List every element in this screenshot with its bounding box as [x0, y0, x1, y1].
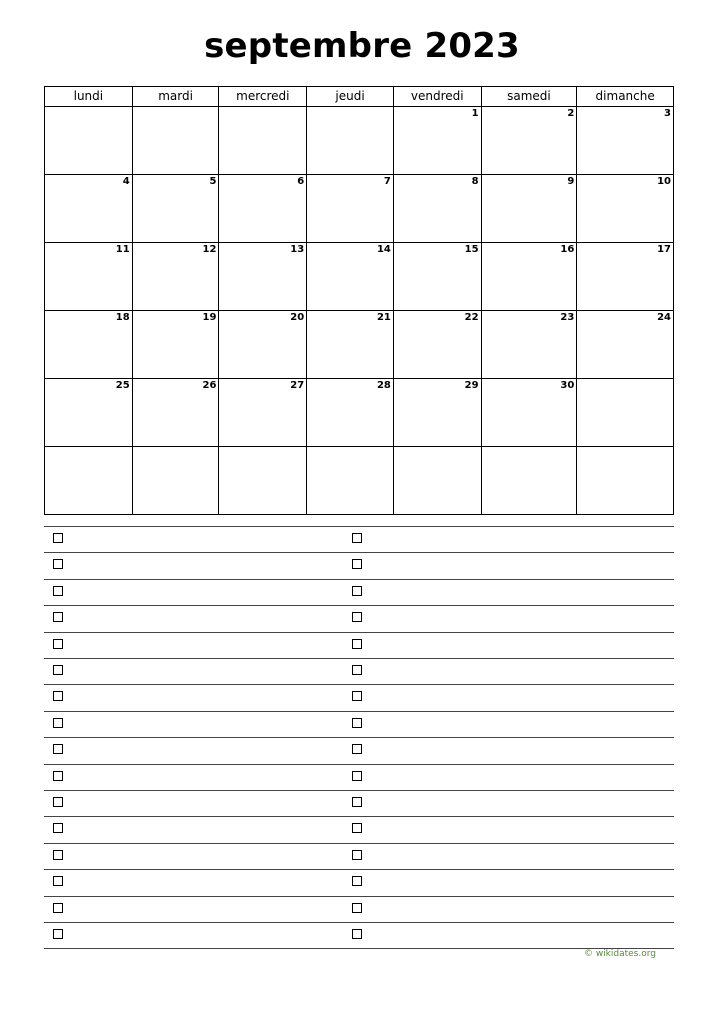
day-number: 10 [657, 176, 671, 187]
task-checkbox[interactable] [53, 533, 63, 543]
week-row [44, 175, 674, 243]
day-number: 5 [209, 176, 217, 187]
day-cell[interactable] [133, 379, 220, 446]
day-number: 7 [383, 176, 391, 187]
day-number: 30 [560, 380, 575, 391]
day-number: 9 [567, 176, 575, 187]
day-cell[interactable] [307, 107, 394, 174]
task-checkbox[interactable] [352, 744, 362, 754]
day-cell[interactable] [394, 379, 482, 446]
task-checkbox[interactable] [352, 691, 362, 701]
task-row [44, 737, 674, 763]
day-cell[interactable] [219, 447, 307, 514]
task-checkbox[interactable] [53, 612, 63, 622]
task-checkbox[interactable] [53, 797, 63, 807]
day-cell[interactable] [307, 243, 394, 310]
task-row [44, 869, 674, 895]
task-row [44, 526, 674, 552]
day-cell[interactable] [577, 311, 673, 378]
weekday-label: mardi [133, 87, 220, 106]
task-checkbox[interactable] [53, 876, 63, 886]
task-checkbox[interactable] [53, 744, 63, 754]
day-cell[interactable] [394, 311, 482, 378]
day-cell[interactable] [45, 447, 133, 514]
task-checkbox[interactable] [53, 665, 63, 675]
day-cell[interactable] [394, 243, 482, 310]
task-row [44, 684, 674, 710]
day-cell[interactable] [133, 243, 220, 310]
day-number: 20 [290, 312, 305, 323]
day-cell[interactable] [394, 447, 482, 514]
task-checkbox[interactable] [352, 533, 362, 543]
task-checkbox[interactable] [352, 876, 362, 886]
week-row [44, 311, 674, 379]
day-number: 15 [464, 244, 479, 255]
task-checkbox[interactable] [352, 823, 362, 833]
task-row [44, 816, 674, 842]
task-checkbox[interactable] [53, 823, 63, 833]
day-cell[interactable] [219, 107, 307, 174]
task-checkbox[interactable] [53, 586, 63, 596]
day-cell[interactable] [577, 175, 673, 242]
task-row [44, 605, 674, 631]
task-checkbox[interactable] [352, 903, 362, 913]
task-checkbox[interactable] [352, 586, 362, 596]
day-number: 27 [290, 380, 305, 391]
task-checkbox[interactable] [352, 929, 362, 939]
task-row [44, 632, 674, 658]
day-number: 13 [290, 244, 305, 255]
day-number: 11 [115, 244, 130, 255]
day-cell[interactable] [219, 311, 307, 378]
day-number: 19 [202, 312, 217, 323]
day-cell[interactable] [307, 311, 394, 378]
task-checkbox[interactable] [53, 850, 63, 860]
week-row [44, 379, 674, 447]
day-number: 1 [471, 108, 479, 119]
weekday-label: jeudi [307, 87, 394, 106]
day-cell[interactable] [45, 107, 133, 174]
task-checkbox[interactable] [53, 559, 63, 569]
day-cell[interactable] [482, 447, 578, 514]
task-row [44, 922, 674, 948]
day-cell[interactable] [45, 311, 133, 378]
weekday-label: dimanche [595, 89, 655, 103]
day-cell[interactable] [133, 311, 220, 378]
task-checkbox[interactable] [352, 665, 362, 675]
weekday-label: lundi [45, 87, 133, 106]
day-number: 24 [657, 312, 671, 323]
day-number: 17 [657, 244, 671, 255]
weekday-label: mercredi [219, 87, 307, 106]
footer-credit: © wikidates.org [583, 949, 656, 959]
task-checkbox[interactable] [53, 691, 63, 701]
day-cell[interactable] [307, 447, 394, 514]
task-row [44, 579, 674, 605]
task-checkbox[interactable] [53, 903, 63, 913]
day-number: 3 [664, 108, 671, 119]
task-checkbox[interactable] [53, 929, 63, 939]
day-number: 21 [376, 312, 391, 323]
week-row [44, 447, 674, 515]
day-cell[interactable] [577, 447, 673, 514]
week-row [44, 107, 674, 175]
day-number: 23 [560, 312, 575, 323]
task-row [44, 790, 674, 816]
day-cell[interactable] [482, 243, 578, 310]
week-row [44, 243, 674, 311]
day-cell[interactable] [482, 379, 578, 446]
day-cell[interactable] [577, 243, 673, 310]
day-cell[interactable] [219, 243, 307, 310]
task-row [44, 764, 674, 790]
task-checkbox[interactable] [352, 639, 362, 649]
task-checkbox[interactable] [53, 639, 63, 649]
task-checkbox[interactable] [53, 771, 63, 781]
day-number: 22 [464, 312, 479, 323]
task-row [44, 896, 674, 922]
day-number: 18 [115, 312, 130, 323]
day-cell[interactable] [482, 311, 578, 378]
day-cell[interactable] [482, 107, 578, 174]
task-checkbox[interactable] [352, 559, 362, 569]
day-cell[interactable] [133, 175, 220, 242]
task-checkbox[interactable] [352, 797, 362, 807]
task-row [44, 658, 674, 684]
weekday-header-row [44, 86, 674, 107]
day-number: 26 [202, 380, 217, 391]
weekday-label: samedi [482, 87, 578, 106]
task-row [44, 711, 674, 737]
day-number: 25 [115, 380, 130, 391]
task-checkbox[interactable] [352, 771, 362, 781]
day-number: 14 [376, 244, 391, 255]
weekday-label: vendredi [394, 87, 482, 106]
task-row [44, 843, 674, 869]
day-cell[interactable] [45, 243, 133, 310]
task-divider [44, 948, 674, 949]
day-number: 16 [560, 244, 575, 255]
task-row [44, 552, 674, 578]
day-number: 6 [297, 176, 305, 187]
day-cell[interactable] [307, 175, 394, 242]
day-cell[interactable] [133, 447, 220, 514]
day-cell[interactable] [133, 107, 220, 174]
day-number: 28 [376, 380, 391, 391]
month-calendar [44, 86, 674, 515]
task-checkbox[interactable] [352, 850, 362, 860]
task-checkbox[interactable] [352, 718, 362, 728]
day-number: 12 [202, 244, 217, 255]
task-checkbox[interactable] [352, 612, 362, 622]
day-cell[interactable] [394, 175, 482, 242]
day-cell[interactable] [307, 379, 394, 446]
day-cell[interactable] [45, 379, 133, 446]
page-title: septembre 2023 [204, 26, 520, 66]
day-cell[interactable] [45, 175, 133, 242]
day-number: 8 [471, 176, 479, 187]
day-cell[interactable] [577, 379, 673, 446]
day-cell[interactable] [577, 107, 673, 174]
day-number: 2 [567, 108, 575, 119]
task-checkbox[interactable] [53, 718, 63, 728]
day-number: 4 [122, 176, 130, 187]
day-cell[interactable] [482, 175, 578, 242]
day-cell[interactable] [219, 175, 307, 242]
day-cell[interactable] [219, 379, 307, 446]
day-number: 29 [464, 380, 479, 391]
day-cell[interactable] [394, 107, 482, 174]
